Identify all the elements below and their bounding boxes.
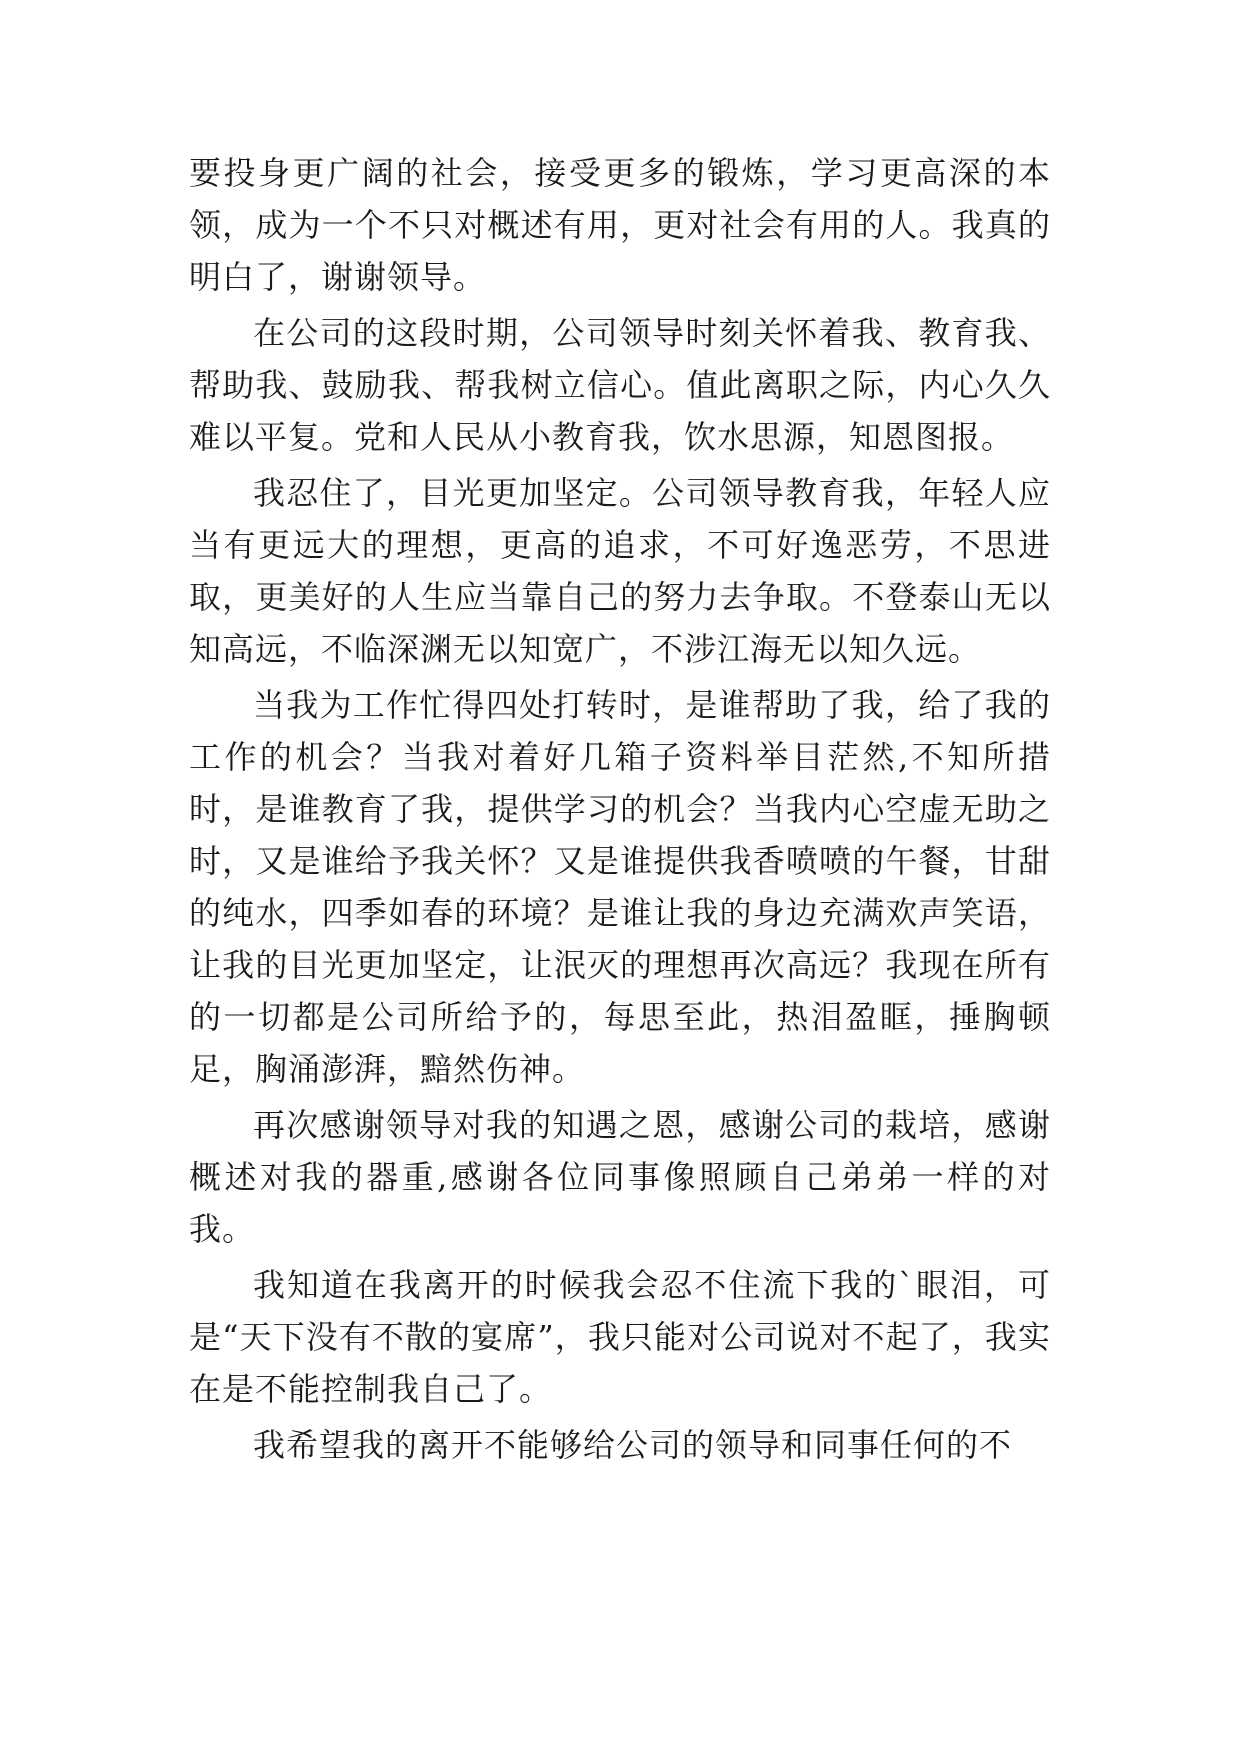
paragraph-truncated: 我希望我的离开不能够给公司的领导和同事任何的不 xyxy=(253,1426,1013,1464)
paragraph: 当我为工作忙得四处打转时，是谁帮助了我，给了我的工作的机会？当我对着好几箱子资料举目茫然,不知所措时，是谁教育了我，提供学习的机会？当我内心空虚无助之时，又是谁给予我关怀？又是谁提供我香喷喷的午餐，甘甜的纯水，四季如春的环境？是谁让我的身边充满欢声笑语，让我的目光更加坚定，让泯灭的理想再次高远？我现在所有的一切都是公司所给予的，每思至此，热泪盈眶，捶胸顿足，胸涌澎湃，黯然伤神。 xyxy=(189,686,1051,1088)
paragraph: 在公司的这段时期，公司领导时刻关怀着我、教育我、帮助我、鼓励我、帮我树立信心。值此离职之际，内心久久难以平复。党和人民从小教育我，饮水思源，知恩图报。 xyxy=(189,314,1051,456)
paragraph: 再次感谢领导对我的知遇之恩，感谢公司的栽培，感谢概述对我的器重,感谢各位同事像照顾自己弟弟一样的对我。 xyxy=(189,1106,1051,1248)
paragraph: 我忍住了，目光更加坚定。公司领导教育我，年轻人应当有更远大的理想，更高的追求，不可好逸恶劳，不思进取，更美好的人生应当靠自己的努力去争取。不登泰山无以知高远，不临深渊无以知宽广，不涉江海无以知久远。 xyxy=(189,474,1051,668)
paragraph-continuation: 要投身更广阔的社会，接受更多的锻炼，学习更高深的本领，成为一个不只对概述有用，更对社会有用的人。我真的明白了，谢谢领导。 xyxy=(189,154,1051,296)
document-body xyxy=(189,147,1051,1475)
paragraph: 我知道在我离开的时候我会忍不住流下我的`眼泪，可是“天下没有不散的宴席”，我只能对公司说对不起了，我实在是不能控制我自己了。 xyxy=(189,1266,1051,1408)
